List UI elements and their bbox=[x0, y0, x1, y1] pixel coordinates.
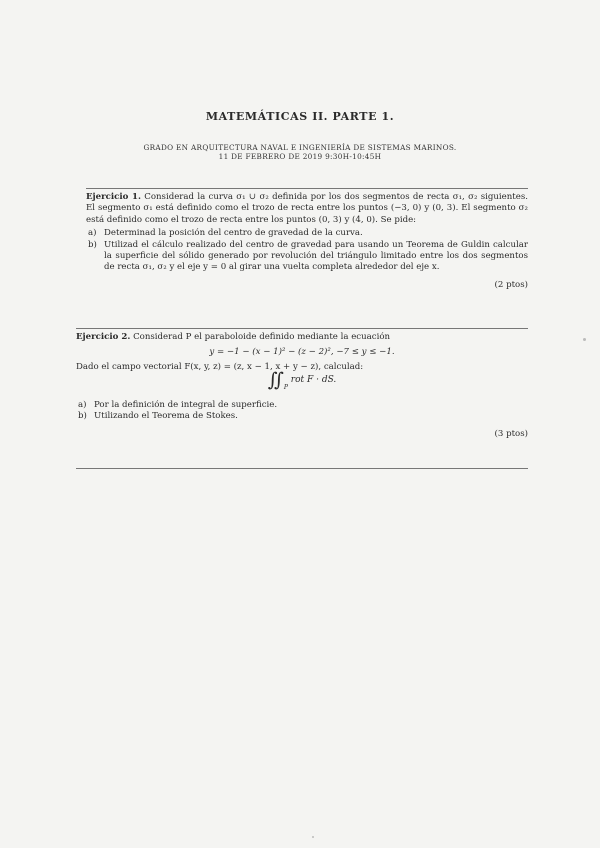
item-label: a) bbox=[88, 228, 97, 239]
item-label: b) bbox=[88, 239, 97, 250]
vector-field-text: Dado el campo vectorial F(x, y, z) = (z, x − 1, x + y − z), calculad: bbox=[76, 361, 364, 372]
exercise-1-statement bbox=[86, 192, 528, 226]
exercise-2-items bbox=[76, 400, 528, 423]
exercise-1 bbox=[86, 192, 528, 291]
item-text: Por la definición de integral de superficie. bbox=[94, 399, 278, 410]
exercise-1-points: (2 ptos) bbox=[494, 279, 528, 290]
divider-top bbox=[86, 188, 528, 189]
exercise-1-text: Considerad la curva σ₁ ∪ σ₂ definida por los dos segmentos de recta σ₁, σ₂ siguientes. El segmento σ₁ está definido como el trozo de recta entre los puntos (−3, 0) y (0, 3). El segmento σ₂ está definido como el trozo de recta entre los puntos (0, 3) y (4, 0). Se pide: bbox=[86, 192, 528, 225]
subtitle-date: 11 DE FEBRERO DE 2019 9:30H-10:45H bbox=[218, 152, 382, 161]
item-text: Determinad la posición del centro de gravedad de la curva. bbox=[104, 228, 363, 239]
integral-domain: P bbox=[283, 384, 288, 392]
item-label: b) bbox=[78, 411, 87, 422]
divider-bottom bbox=[76, 468, 528, 469]
exercise-1-items bbox=[86, 228, 528, 274]
exercise-2 bbox=[76, 332, 528, 440]
page-title: MATEMÁTICAS II. PARTE 1. bbox=[205, 110, 395, 123]
double-integral-symbol: ∬ bbox=[267, 369, 284, 392]
surface-integral bbox=[76, 369, 528, 394]
page-subtitle bbox=[0, 143, 600, 161]
exercise-1-item-a bbox=[86, 228, 528, 239]
exercise-2-item-b bbox=[76, 411, 528, 422]
exercise-2-label: Ejercicio 2. bbox=[76, 332, 131, 342]
item-text: Utilizando el Teorema de Stokes. bbox=[94, 411, 238, 422]
exercise-2-statement bbox=[76, 332, 528, 343]
item-text: Utilizad el cálculo realizado del centro de gravedad para usando un Teorema de Guldin calcular la superficie del sólido generado por revolución del triángulo limitado entre los dos segmentos de recta σ₁, σ₂ y el eje y = 0 al girar una vuelta completa alrededor del eje x. bbox=[104, 239, 528, 273]
scan-speck bbox=[583, 338, 586, 341]
exercise-1-item-b bbox=[86, 240, 528, 274]
divider-middle bbox=[76, 328, 528, 329]
item-label: a) bbox=[78, 399, 87, 410]
scan-speck bbox=[312, 836, 314, 838]
paraboloid-equation: y = −1 − (x − 1)² − (z − 2)², −7 ≤ y ≤ −1. bbox=[209, 347, 395, 358]
exercise-2-item-a bbox=[76, 400, 528, 411]
exercise-2-points: (3 ptos) bbox=[494, 428, 528, 439]
exercise-2-text: Considerad P el paraboloide definido mediante la ecuación bbox=[133, 332, 391, 342]
integrand: rot F · dS. bbox=[290, 375, 337, 386]
exercise-1-label: Ejercicio 1. bbox=[86, 192, 141, 202]
subtitle-degree: GRADO EN ARQUITECTURA NAVAL E INGENIERÍA DE SISTEMAS MARINOS. bbox=[143, 143, 457, 152]
